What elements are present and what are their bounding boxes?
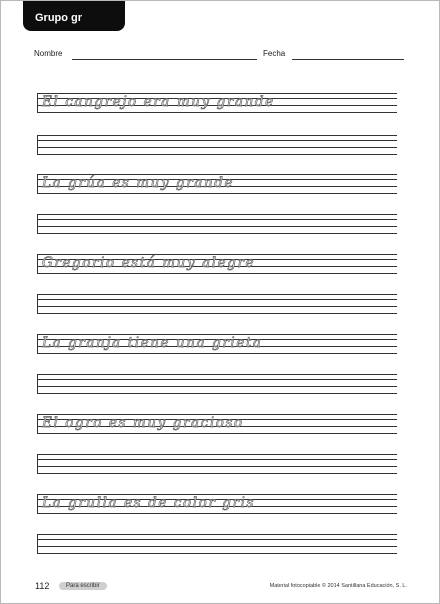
practice-band[interactable] (37, 374, 397, 393)
model-band (37, 93, 397, 112)
practice-band[interactable] (37, 454, 397, 473)
date-field-line[interactable] (292, 59, 404, 60)
model-band (37, 334, 397, 353)
date-label: Fecha (263, 49, 286, 58)
model-sentence: La granja tiene una grieta (42, 335, 263, 351)
model-band (37, 174, 397, 193)
name-date-row (34, 47, 404, 63)
model-sentence: Gregorio está muy alegre (42, 255, 256, 271)
model-sentence: El ogro es muy gracioso (42, 415, 244, 431)
practice-band[interactable] (37, 534, 397, 553)
practice-band[interactable] (37, 214, 397, 233)
copyright-notice: Material fotocopiable © 2014 Santillana Educación, S. L. (269, 583, 407, 589)
practice-band[interactable] (37, 294, 397, 313)
model-sentence: El cangrejo era muy grande (42, 94, 275, 110)
name-field-line[interactable] (72, 59, 257, 60)
group-header-tab (23, 1, 125, 31)
page-footer (35, 581, 407, 595)
model-band (37, 494, 397, 513)
model-sentence: La grulla es de color gris (42, 495, 256, 511)
group-title: Grupo gr (35, 12, 83, 24)
model-band (37, 414, 397, 433)
practice-band[interactable] (37, 135, 397, 154)
section-badge: Para escribir (59, 582, 107, 590)
page-number: 112 (35, 581, 50, 591)
model-band (37, 254, 397, 273)
model-sentence: La grúa es muy grande (42, 175, 235, 191)
name-label: Nombre (34, 49, 63, 58)
